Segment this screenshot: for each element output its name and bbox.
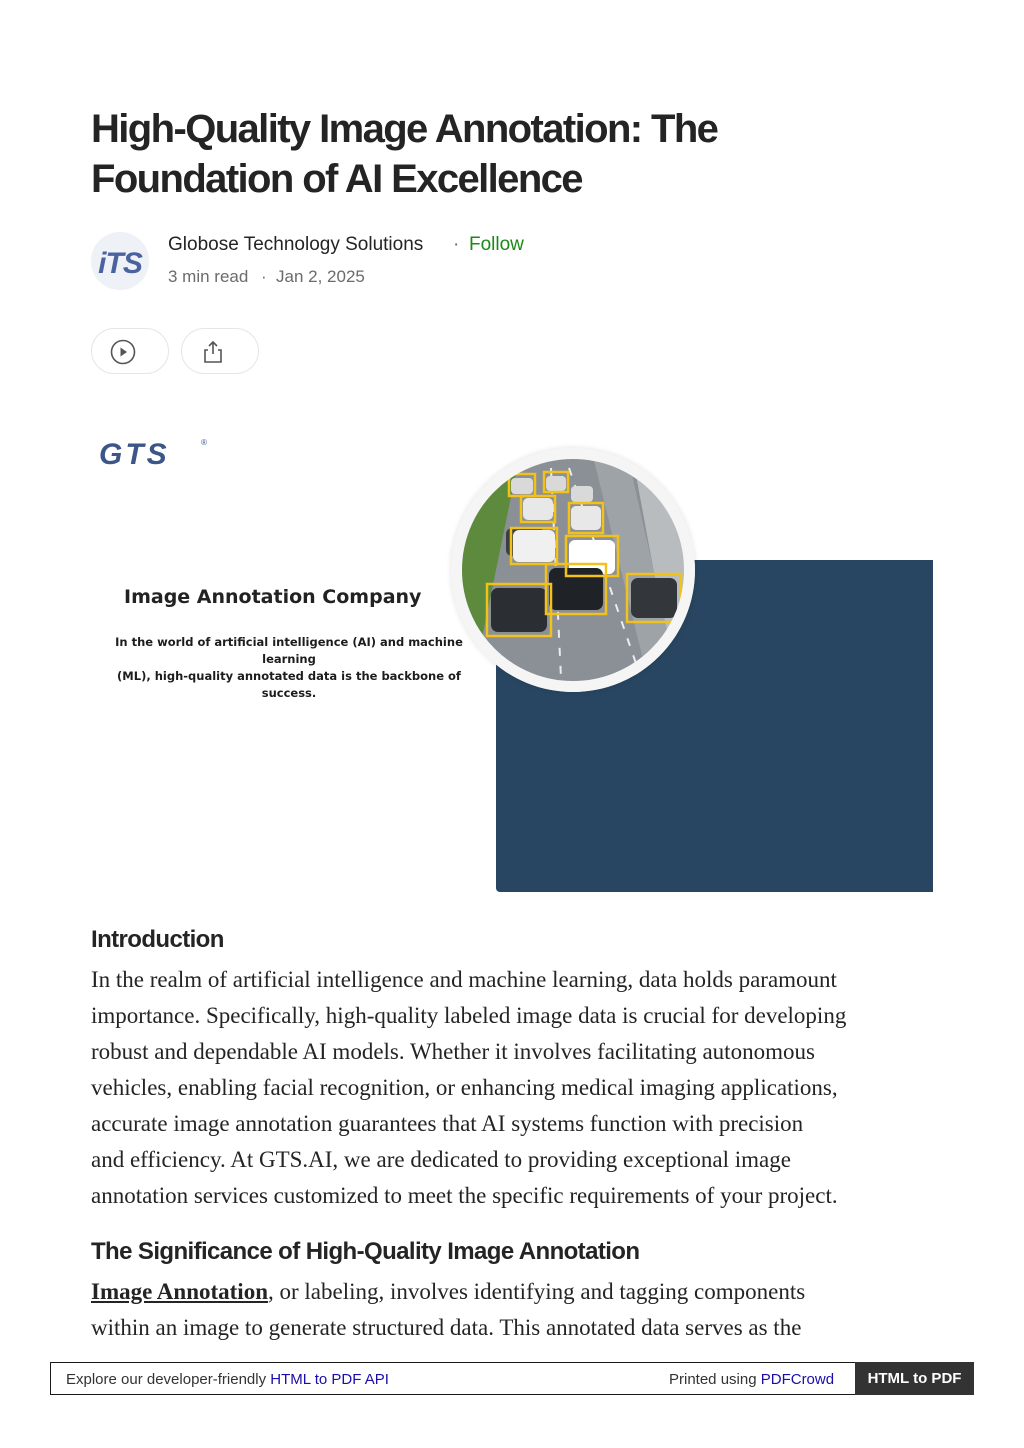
hero-image: [91, 420, 933, 894]
html-to-pdf-api-link[interactable]: HTML to PDF API: [270, 1371, 389, 1388]
read-time: 3 min read: [168, 267, 249, 286]
section-heading-introduction: Introduction: [91, 926, 224, 953]
share-button[interactable]: [181, 328, 259, 374]
significance-paragraph: Image Annotation, or labeling, involves identifying and tagging components within an image to generate structured data. This annotated data serves as the: [91, 1279, 806, 1340]
gts-logo-mark: ®: [201, 438, 207, 447]
html-to-pdf-button[interactable]: HTML to PDF: [855, 1362, 974, 1395]
hero-heading: Image Annotation Company: [124, 586, 422, 608]
gts-logo: GTS: [99, 438, 170, 471]
annotated-traffic-photo: [451, 448, 695, 692]
image-annotation-link[interactable]: Image Annotation: [91, 1279, 268, 1304]
hero-subtext: In the world of artificial intelligence (AI) and machine learning (ML), high-quality annotated data is the backbone of success.: [115, 635, 463, 700]
separator-dot: ·: [261, 267, 267, 286]
annotated-cars-road-illustration: [451, 448, 695, 692]
author-name[interactable]: Globose Technology Solutions: [168, 234, 424, 255]
svg-text:iTS: iTS: [98, 247, 142, 280]
pdfcrowd-footer: [50, 1362, 973, 1395]
article-title: High-Quality Image Annotation: The Foundation of AI Excellence: [91, 107, 718, 201]
gts-avatar-logo-icon: [91, 232, 149, 290]
publish-date: Jan 2, 2025: [276, 267, 365, 286]
pdfcrowd-link[interactable]: PDFCrowd: [760, 1371, 835, 1388]
follow-button[interactable]: Follow: [469, 234, 524, 255]
section-heading-significance: The Significance of High-Quality Image Annotation: [91, 1238, 640, 1265]
author-avatar[interactable]: [91, 232, 149, 290]
introduction-paragraph: In the realm of artificial intelligence and machine learning, data holds paramount importance. Specifically, high-quality labeled image data is crucial for developing robust and dependable AI models. Whether it involves facilitating autonomous vehicles, enabling facial recognition, or enhancing medical imaging applications, accurate image annotation guarantees that AI systems function with precision and efficiency. At GTS.AI, we are dedicated to providing exceptional image annotation services customized to meet the specific requirements of your project.: [91, 967, 847, 1208]
listen-button[interactable]: [91, 328, 169, 374]
share-icon: [200, 339, 226, 365]
author-byline: [91, 232, 791, 292]
play-circle-icon: [110, 339, 136, 365]
separator-dot: ·: [453, 234, 460, 255]
footer-promo: Explore our developer-friendly HTML to PDF API: [66, 1371, 389, 1388]
footer-printed-using: Printed using PDFCrowd: [669, 1371, 835, 1388]
